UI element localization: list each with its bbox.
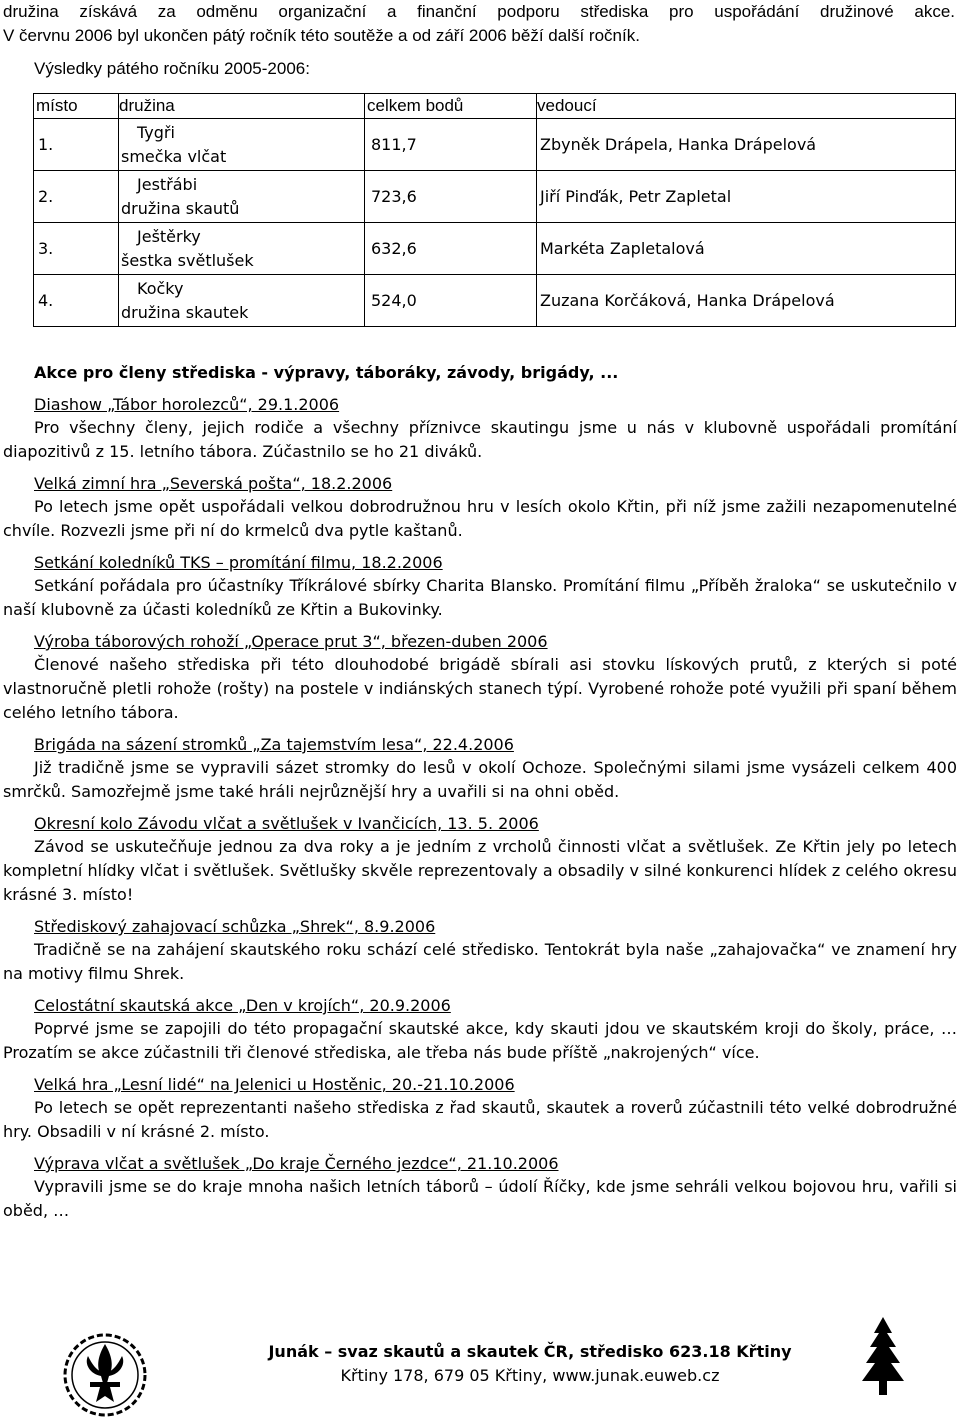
event-title: Diashow „Tábor horolezců“, 29.1.2006: [34, 395, 340, 414]
events-section-title: Akce pro členy střediska - výpravy, táboráky, závody, brigády, ...: [34, 363, 619, 382]
event-item: [3, 915, 957, 986]
intro-line-1: družina získává za odměnu organizační a finanční podporu střediska pro uspořádání družinové akce.: [3, 2, 955, 21]
footer-address: Křtiny 178, 679 05 Křtiny, www.junak.euweb.cz: [340, 1366, 720, 1385]
patrol-unit: smečka vlčat: [121, 146, 227, 166]
patrol-name: Kočky: [137, 278, 184, 298]
event-item: [3, 994, 957, 1065]
event-title: Výroba táborových rohoží „Operace prut 3“, březen-duben 2006: [34, 632, 548, 651]
event-description: Závod se uskutečňuje jednou za dva roky a je jedním z vrcholů činnosti vlčat a světlušek. Ze Křtin jely po letech kompletní hlídky vlčat i světlušek. Světlušky skvěle reprezentovaly a obsadily v silné konkurenci hlídek z celého okresu krásné 3. místo!: [3, 837, 957, 904]
leaders-cell: Zbyněk Drápela, Hanka Drápelová: [537, 119, 956, 171]
event-title: Okresní kolo Závodu vlčat a světlušek v Ivančicích, 13. 5. 2006: [34, 814, 539, 833]
column-header-points: celkem bodů: [365, 94, 537, 119]
table-row: [34, 275, 956, 327]
column-header-patrol: družina: [119, 94, 365, 119]
event-item: [3, 551, 957, 622]
event-title: Střediskový zahajovací schůzka „Shrek“, 8.9.2006: [34, 917, 436, 936]
results-heading: Výsledky pátého ročníku 2005-2006:: [34, 59, 310, 78]
points-cell: 632,6: [365, 223, 537, 275]
patrol-cell: [119, 171, 365, 223]
patrol-cell: [119, 119, 365, 171]
event-description: Členové našeho střediska při této dlouhodobé brigádě sbírali asi stovku lískových prutů, z kterých si poté vlastnoručně pletli rohože (rošty) na postele v indiánských stanech týpí. Vyrobené rohože poté využili při spaní během celého letního tábora.: [3, 655, 957, 722]
event-description: Setkání pořádala pro účastníky Tříkrálové sbírky Charita Blansko. Promítání filmu „Příběh žraloka“ se uskutečnilo v naší klubovně za účasti koledníků ze Křtin a Bukovinky.: [3, 576, 957, 619]
event-description: Po letech jsme opět uspořádali velkou dobrodružnou hru v lesích okolo Křtin, při níž jsme zažili nezapomenutelné chvíle. Rozvezli jsme při ní do krmelců dva pytle kaštanů.: [3, 497, 957, 540]
patrol-name: Tygři: [137, 122, 175, 142]
patrol-name: Ještěrky: [137, 226, 201, 246]
event-title: Celostátní skautská akce „Den v krojích“, 20.9.2006: [34, 996, 451, 1015]
place-cell: 2.: [34, 171, 119, 223]
points-cell: 723,6: [365, 171, 537, 223]
event-description: Vypravili jsme se do kraje mnoha našich letních táborů – údolí Říčky, kde jsme sehráli velkou bojovou hru, vařili si oběd, …: [3, 1177, 957, 1220]
intro-paragraph: [3, 0, 955, 48]
event-description: Po letech se opět reprezentanti našeho střediska z řad skautů, skautek a roverů zúčastnili této velké dobrodružné hry. Obsadili v ní krásné 2. místo.: [3, 1098, 957, 1141]
table-row: [34, 171, 956, 223]
event-title: Brigáda na sázení stromků „Za tajemstvím lesa“, 22.4.2006: [34, 735, 514, 754]
place-cell: 1.: [34, 119, 119, 171]
place-cell: 4.: [34, 275, 119, 327]
event-item: [3, 630, 957, 725]
page-footer: [0, 1310, 960, 1410]
leaders-cell: Jiří Pinďák, Petr Zapletal: [537, 171, 956, 223]
patrol-unit: družina skautů: [121, 198, 240, 218]
points-cell: 811,7: [365, 119, 537, 171]
event-item: [3, 1152, 957, 1223]
results-table: [33, 93, 956, 327]
event-description: Tradičně se na zahájení skautského roku schází celé středisko. Tentokrát byla naše „zahajovačka“ ve znamení hry na motivy filmu Shrek.: [3, 940, 957, 983]
column-header-leaders: vedoucí: [537, 94, 956, 119]
event-title: Velká hra „Lesní lidé“ na Jelenici u Hostěnic, 20.-21.10.2006: [34, 1075, 515, 1094]
patrol-unit: šestka světlušek: [121, 250, 254, 270]
event-item: [3, 733, 957, 804]
event-item: [3, 812, 957, 907]
event-title: Velká zimní hra „Severská pošta“, 18.2.2006: [34, 474, 393, 493]
points-cell: 524,0: [365, 275, 537, 327]
patrol-cell: [119, 223, 365, 275]
events-list: [3, 393, 957, 1231]
event-description: Pro všechny členy, jejich rodiče a všechny příznivce skautingu jsme u nás v klubovně uspořádali promítání diapozitivů z 15. letního tábora. Zúčastnilo se ho 21 diváků.: [3, 418, 957, 461]
leaders-cell: Zuzana Korčáková, Hanka Drápelová: [537, 275, 956, 327]
event-item: [3, 472, 957, 543]
table-row: [34, 119, 956, 171]
event-item: [3, 393, 957, 464]
column-header-place: místo: [34, 94, 119, 119]
event-description: Poprvé jsme se zapojili do této propagační skautské akce, kdy skauti jdou ve skautském kroji do školy, práce, … Prozatím se akce zúčastnili tři členové střediska, ale třeba nás bude příště „nakrojených“ více.: [3, 1019, 957, 1062]
patrol-name: Jestřábi: [137, 174, 198, 194]
place-cell: 3.: [34, 223, 119, 275]
event-description: Již tradičně jsme se vypravili sázet stromky do lesů v okolí Ochoze. Společnými silami jsme vysázeli celkem 400 smrčků. Samozřejmě jsme také hráli nejrůznější hry a uvařili si na ohni oběd.: [3, 758, 957, 801]
patrol-unit: družina skautek: [121, 302, 249, 322]
footer-organization: Junák – svaz skautů a skautek ČR, středisko 623.18 Křtiny: [268, 1342, 792, 1361]
event-item: [3, 1073, 957, 1144]
event-title: Výprava vlčat a světlušek „Do kraje Černého jezdce“, 21.10.2006: [34, 1154, 559, 1173]
intro-line-2: V červnu 2006 byl ukončen pátý ročník této soutěže a od září 2006 běží další ročník.: [3, 26, 640, 45]
event-title: Setkání koledníků TKS – promítání filmu, 18.2.2006: [34, 553, 443, 572]
leaders-cell: Markéta Zapletalová: [537, 223, 956, 275]
patrol-cell: [119, 275, 365, 327]
results-header-row: [34, 94, 956, 119]
table-row: [34, 223, 956, 275]
